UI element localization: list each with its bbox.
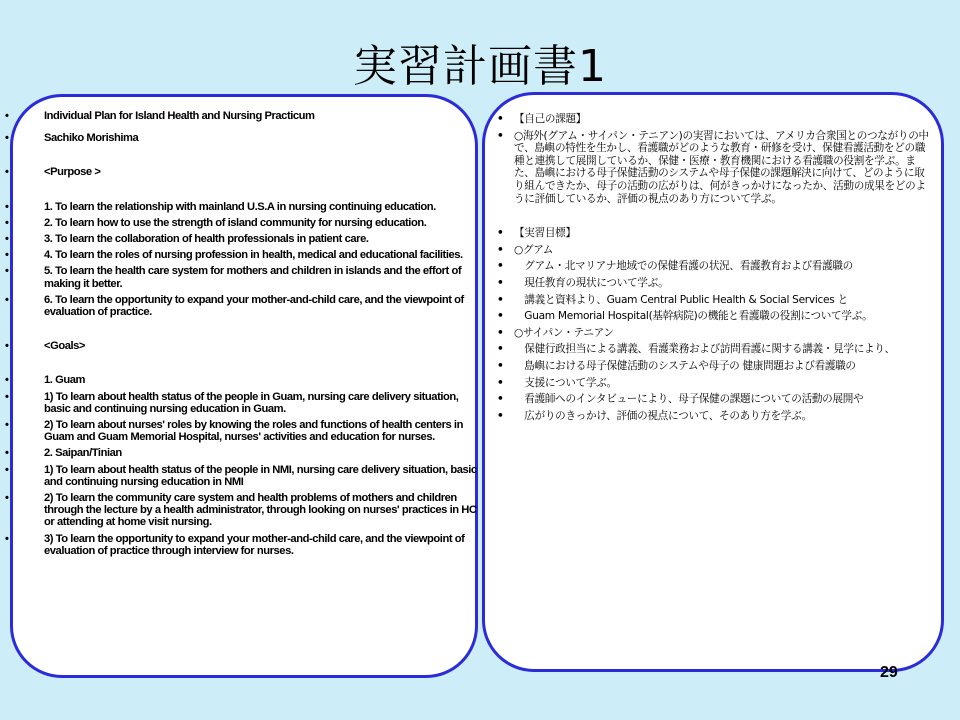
list-item: • 1) To learn about health status of the people in Guam, nursing care delivery situation, basic and continuing nursing education in Guam. — [0, 391, 478, 415]
list-item: • 【実習目標】 — [490, 227, 930, 240]
list-item: • 【自己の課題】 — [490, 113, 930, 126]
list-item: • ○グアム — [490, 244, 930, 257]
list-item: • 支援について学ぶ。 — [490, 377, 930, 390]
list-item: • 2) To learn about nurses' roles by knowing the roles and functions of health centers in Guam and Guam Memorial Hospital, nurses' activities and education for nurses. — [0, 419, 478, 443]
english-plan-list — [0, 110, 478, 561]
list-item: • <Goals> — [0, 340, 478, 352]
list-item: • 2. To learn how to use the strength of island community for nursing education. — [0, 217, 478, 229]
list-item: • 1. To learn the relationship with mainland U.S.A in nursing continuing education. — [0, 201, 478, 213]
list-item: • 1) To learn about health status of the people in NMI, nursing care delivery situation, basic and continuing nursing education in NMI — [0, 464, 478, 488]
list-item: • 2) To learn the community care system and health problems of mothers and children through the lecture by a health administrator, through looking on nurses' practices in HC or attending at home visit nursing. — [0, 492, 478, 529]
list-item: • 1. Guam — [0, 374, 478, 386]
list-item: • Guam Memorial Hospital(基幹病院)の機能と看護職の役割について学ぶ。 — [490, 310, 930, 323]
list-item: • ○海外(グアム・サイパン・テニアン)の実習においては、アメリカ合衆国とのつながりの中で、島嶼の特性を生かし、看護職がどのような教育・研修を受け、保健看護活動をどの職種と連携して展開しているか、保健・医療・教育機関における看護職の役割を学ぶ。また、島嶼における母子保健活動のシステムや母子保健の課題解決に向けて、どのように取り組んできたか、母子の活動の広がりは、何がきっかけになったか、活動の成果をどのように評価しているか、評価の視点のあり方について学ぶ。 — [490, 130, 930, 206]
list-item: • 3) To learn the opportunity to expand your mother-and-child care, and the viewpoint of evaluation of practice through interview for nurses. — [0, 533, 478, 557]
list-item: • 5. To learn the health care system for mothers and children in islands and the effort of making it better. — [0, 265, 478, 289]
list-item: • 講義と資料より、Guam Central Public Health & Social Services と — [490, 294, 930, 307]
list-item: • 4. To learn the roles of nursing profession in health, medical and educational facilities. — [0, 249, 478, 261]
list-item: • Sachiko Morishima — [0, 132, 478, 144]
list-item: • <Purpose > — [0, 166, 478, 178]
list-item: • 3. To learn the collaboration of health professionals in patient care. — [0, 233, 478, 245]
list-item: • Individual Plan for Island Health and Nursing Practicum — [0, 110, 478, 122]
list-item: • 保健行政担当による講義、看護業務および訪問看護に関する講義・見学により、 — [490, 343, 930, 356]
list-item: • 広がりのきっかけ、評価の視点について、そのあり方を学ぶ。 — [490, 410, 930, 423]
list-item: • 島嶼における母子保健活動のシステムや母子の 健康問題および看護職の — [490, 360, 930, 373]
list-item: • 6. To learn the opportunity to expand your mother-and-child care, and the viewpoint of evaluation of practice. — [0, 294, 478, 318]
page-number: 29 — [880, 664, 898, 681]
japanese-plan-list — [490, 113, 930, 426]
list-item: • 現任教育の現状について学ぶ。 — [490, 277, 930, 290]
list-item: • ○サイパン・テニアン — [490, 327, 930, 340]
page-title: 実習計画書1 — [353, 41, 607, 92]
list-item: • 看護師へのインタビューにより、母子保健の課題についての活動の展開や — [490, 393, 930, 406]
list-item: • 2. Saipan/Tinian — [0, 447, 478, 459]
list-item: • グアム・北マリアナ地域での保健看護の状況、看護教育および看護職の — [490, 260, 930, 273]
